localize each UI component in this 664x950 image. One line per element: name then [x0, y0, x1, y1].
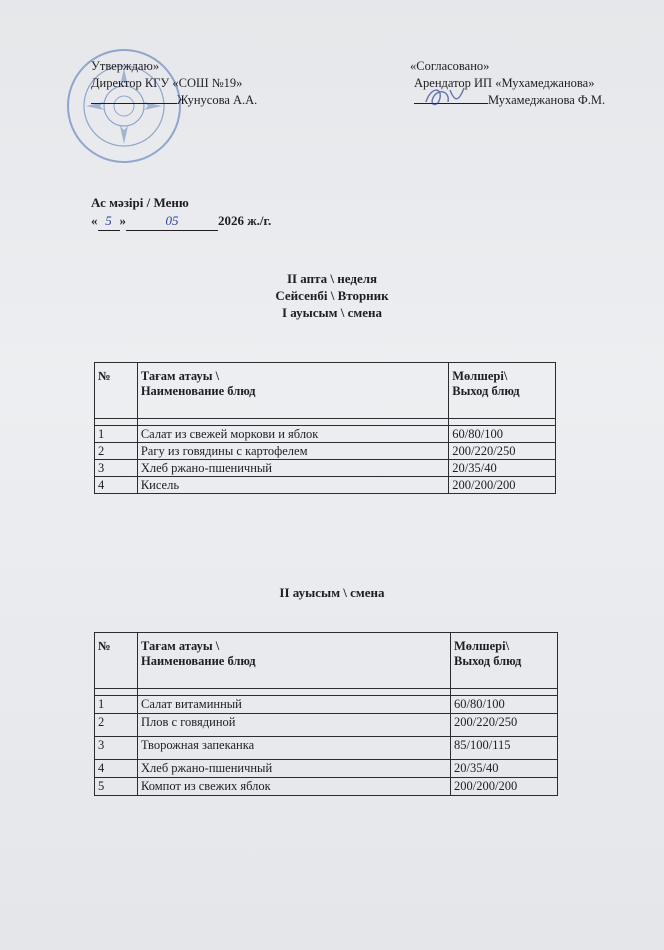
approval-block	[91, 58, 257, 109]
table-row: 3 Хлеб ржано-пшеничный 20/35/40	[95, 460, 556, 477]
table-header-row	[95, 633, 558, 689]
table-row: 2 Рагу из говядины с картофелем 200/220/250	[95, 443, 556, 460]
date-year: 2026 ж./г.	[218, 213, 272, 228]
agreement-line-1: «Согласовано»	[410, 59, 490, 73]
header-portion: Мөлшері\ Выход блюд	[449, 363, 556, 419]
week-heading	[0, 270, 664, 321]
shift1-menu-table	[94, 362, 556, 494]
shift2-label: II ауысым \ смена	[279, 585, 385, 600]
menu-title: Ас мәзірі / Меню	[91, 195, 189, 210]
header-portion: Мөлшері\ Выход блюд	[451, 633, 558, 689]
header-number: №	[95, 633, 138, 689]
date-month: 05	[126, 212, 218, 231]
approval-line-1: Утверждаю»	[91, 59, 160, 73]
shift1-label: I ауысым \ смена	[281, 305, 383, 320]
menu-heading	[91, 194, 271, 231]
table-row: 1 Салат витаминный 60/80/100	[95, 696, 558, 714]
table-row: 2 Плов с говядиной 200/220/250	[95, 714, 558, 737]
agreement-line-2: Арендатор ИП «Мухамеджанова»	[414, 76, 595, 90]
header-dish-name: Тағам атауы \ Наименование блюд	[137, 363, 448, 419]
table-row: 3 Творожная запеканка 85/100/115	[95, 737, 558, 760]
approval-line-2: Директор КГУ «СОШ №19»	[91, 76, 243, 90]
shift2-menu-table	[94, 632, 558, 796]
table-row: 4 Хлеб ржано-пшеничный 20/35/40	[95, 760, 558, 778]
week-label: II апта \ неделя	[286, 271, 378, 286]
tenant-name: Мухамеджанова Ф.М.	[488, 93, 606, 107]
director-name: Жунусова А.А.	[177, 93, 258, 107]
table-header-row	[95, 363, 556, 419]
day-label: Сейсенбі \ Вторник	[275, 288, 389, 303]
table-row: 5 Компот из свежих яблок 200/200/200	[95, 778, 558, 796]
signature-icon	[420, 82, 480, 112]
header-dish-name: Тағам атауы \ Наименование блюд	[138, 633, 451, 689]
table-row: 1 Салат из свежей моркови и яблок 60/80/100	[95, 426, 556, 443]
header-number: №	[95, 363, 138, 419]
menu-date: « 5 » 05 2026 ж./г.	[91, 212, 271, 231]
date-day: 5	[98, 212, 120, 231]
table-row: 4 Кисель 200/200/200	[95, 477, 556, 494]
